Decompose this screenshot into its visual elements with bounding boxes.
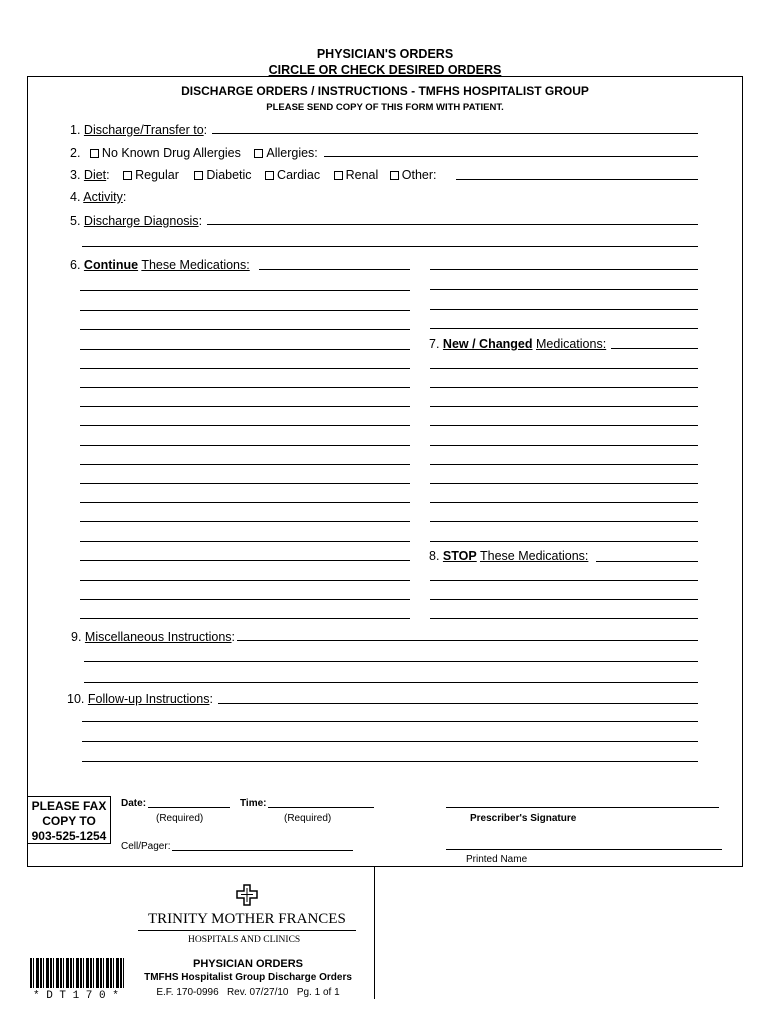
new-med-line[interactable] bbox=[430, 445, 698, 446]
item-8 bbox=[429, 549, 588, 563]
logo-rule bbox=[138, 930, 356, 931]
document-title: PHYSICIAN ORDERS bbox=[192, 958, 304, 970]
new-med-line[interactable] bbox=[430, 368, 698, 369]
new-med-line[interactable] bbox=[430, 502, 698, 503]
item-10-label: Follow-up Instructions bbox=[87, 692, 210, 706]
followup-line[interactable] bbox=[82, 741, 698, 742]
prescriber-signature-label: Prescriber's Signature bbox=[470, 813, 577, 824]
misc-instructions-line[interactable] bbox=[84, 661, 698, 662]
frame-right bbox=[742, 76, 743, 866]
printed-name-label: Printed Name bbox=[466, 854, 528, 865]
footer-divider bbox=[374, 866, 375, 999]
date-label: Date: bbox=[121, 798, 147, 809]
fax-line-1: PLEASE FAX bbox=[31, 799, 107, 813]
item-7-bold: New / Changed bbox=[442, 337, 533, 351]
continue-med-line[interactable] bbox=[80, 329, 410, 330]
item-8-label: These Medications: bbox=[479, 549, 589, 563]
new-med-line[interactable] bbox=[430, 483, 698, 484]
followup-line[interactable] bbox=[82, 761, 698, 762]
item-6-number: 6. bbox=[70, 258, 81, 272]
diet-regular-label: Regular bbox=[135, 168, 179, 182]
continue-med-line[interactable] bbox=[80, 387, 410, 388]
document-reference: E.F. 170-0996 Rev. 07/27/10 Pg. 1 of 1 bbox=[156, 987, 340, 998]
item-5-number: 5. bbox=[70, 214, 81, 228]
organization-name: TRINITY MOTHER FRANCES bbox=[148, 911, 346, 927]
stop-meds-field[interactable] bbox=[596, 561, 698, 562]
item-4-number: 4. bbox=[70, 190, 81, 204]
item-9-label: Miscellaneous Instructions bbox=[84, 630, 232, 644]
continue-med-line[interactable] bbox=[80, 368, 410, 369]
item-10-number: 10. bbox=[67, 692, 85, 706]
continue-med-line[interactable] bbox=[80, 349, 410, 350]
new-med-line[interactable] bbox=[430, 521, 698, 522]
diet-renal-checkbox[interactable] bbox=[334, 171, 343, 180]
document-subtitle: TMFHS Hospitalist Group Discharge Orders bbox=[144, 972, 352, 983]
item-7-label: Medications: bbox=[536, 337, 607, 351]
nkda-label: No Known Drug Allergies bbox=[101, 146, 241, 160]
item-2 bbox=[70, 146, 318, 160]
diagnosis-field[interactable] bbox=[207, 224, 698, 225]
item-6-bold: Continue bbox=[83, 258, 139, 272]
new-med-line[interactable] bbox=[430, 406, 698, 407]
date-required: (Required) bbox=[156, 813, 204, 824]
frame-top bbox=[27, 76, 743, 77]
item-4-label: Activity bbox=[83, 190, 123, 204]
item-7 bbox=[429, 337, 606, 351]
time-label: Time: bbox=[240, 798, 267, 809]
barcode-text: * D T 1 7 0 * bbox=[33, 990, 119, 1002]
item-1-label: Discharge/Transfer to bbox=[83, 123, 204, 137]
diet-diabetic-checkbox[interactable] bbox=[194, 171, 203, 180]
item-9-number: 9. bbox=[71, 630, 82, 644]
continue-med-line[interactable] bbox=[80, 310, 410, 311]
new-med-line[interactable] bbox=[430, 387, 698, 388]
stop-med-line[interactable] bbox=[430, 618, 698, 619]
form-subtitle-text: CIRCLE OR CHECK DESIRED ORDERS bbox=[268, 63, 502, 77]
fax-box bbox=[27, 796, 111, 844]
continue-med-line[interactable] bbox=[80, 445, 410, 446]
item-8-number: 8. bbox=[429, 549, 440, 563]
fax-number: 903-525-1254 bbox=[31, 829, 107, 843]
diet-cardiac-checkbox[interactable] bbox=[265, 171, 274, 180]
continue-med-line[interactable] bbox=[80, 425, 410, 426]
right-med-line[interactable] bbox=[430, 269, 698, 270]
diet-renal-label: Renal bbox=[345, 168, 379, 182]
diet-diabetic-label: Diabetic bbox=[206, 168, 252, 182]
new-med-line[interactable] bbox=[430, 425, 698, 426]
diet-cardiac-label: Cardiac bbox=[277, 168, 321, 182]
item-3-number: 3. bbox=[70, 168, 81, 182]
misc-instructions-line[interactable] bbox=[84, 682, 698, 683]
item-6-label: These Medications: bbox=[141, 258, 250, 272]
printed-name-field[interactable] bbox=[446, 849, 722, 850]
time-required: (Required) bbox=[284, 813, 332, 824]
new-med-line[interactable] bbox=[430, 541, 698, 542]
item-2-number: 2. bbox=[70, 146, 81, 160]
item-5-label: Discharge Diagnosis bbox=[83, 214, 199, 228]
stop-med-line[interactable] bbox=[430, 580, 698, 581]
right-med-line[interactable] bbox=[430, 328, 698, 329]
nkda-checkbox[interactable] bbox=[90, 149, 99, 158]
continue-med-line[interactable] bbox=[80, 599, 410, 600]
fax-line-2: COPY TO bbox=[42, 814, 96, 828]
continue-med-line[interactable] bbox=[80, 560, 410, 561]
form-subtitle bbox=[0, 63, 770, 77]
continue-med-line[interactable] bbox=[80, 464, 410, 465]
continue-meds-field[interactable] bbox=[259, 269, 410, 270]
continue-med-line[interactable] bbox=[80, 580, 410, 581]
new-meds-field[interactable] bbox=[611, 348, 698, 349]
item-5: 5. Discharge Diagnosis: bbox=[70, 214, 203, 228]
item-6 bbox=[70, 258, 250, 272]
item-1: 1. Discharge/Transfer to: bbox=[70, 123, 208, 137]
organization-subtitle: HOSPITALS AND CLINICS bbox=[188, 935, 301, 945]
item-10: 10. Follow-up Instructions: bbox=[67, 692, 213, 706]
diet-other-checkbox[interactable] bbox=[390, 171, 399, 180]
followup-field[interactable] bbox=[218, 703, 698, 704]
cell-pager-field[interactable] bbox=[172, 850, 353, 851]
item-7-number: 7. bbox=[429, 337, 440, 351]
form-title: PHYSICIAN'S ORDERS bbox=[316, 47, 454, 61]
right-med-line[interactable] bbox=[430, 309, 698, 310]
continue-med-line[interactable] bbox=[80, 502, 410, 503]
discharge-heading: DISCHARGE ORDERS / INSTRUCTIONS - TMFHS HOSPITALIST GROUP bbox=[181, 84, 589, 98]
right-med-line[interactable] bbox=[430, 289, 698, 290]
item-8-bold: STOP bbox=[442, 549, 477, 563]
cell-pager-label: Cell/Pager: bbox=[121, 841, 171, 852]
continue-med-line[interactable] bbox=[80, 290, 410, 291]
item-3-label: Diet bbox=[83, 168, 107, 182]
continue-med-line[interactable] bbox=[80, 521, 410, 522]
item-3: 3. Diet: Regular Diabetic Cardiac Renal Other: bbox=[70, 168, 437, 182]
continue-med-line[interactable] bbox=[80, 541, 410, 542]
stop-med-line[interactable] bbox=[430, 599, 698, 600]
signature-field[interactable] bbox=[446, 807, 719, 808]
followup-line[interactable] bbox=[82, 721, 698, 722]
date-field[interactable] bbox=[148, 807, 230, 808]
item-1-number: 1. bbox=[70, 123, 81, 137]
misc-instructions-field[interactable] bbox=[237, 640, 698, 641]
diagnosis-field-2[interactable] bbox=[82, 246, 698, 247]
time-field[interactable] bbox=[268, 807, 374, 808]
new-med-line[interactable] bbox=[430, 464, 698, 465]
item-9: 9. Miscellaneous Instructions: bbox=[71, 630, 236, 644]
cross-logo-icon bbox=[236, 884, 258, 906]
barcode bbox=[30, 958, 126, 988]
frame-bottom bbox=[27, 866, 743, 867]
diet-other-field[interactable] bbox=[456, 179, 698, 180]
diet-other-label: Other: bbox=[401, 168, 437, 182]
frame-left bbox=[27, 76, 28, 866]
allergies-checkbox[interactable] bbox=[254, 149, 263, 158]
continue-med-line[interactable] bbox=[80, 406, 410, 407]
allergies-label: Allergies: bbox=[266, 146, 318, 160]
diet-regular-checkbox[interactable] bbox=[123, 171, 132, 180]
discharge-to-field[interactable] bbox=[212, 133, 698, 134]
continue-med-line[interactable] bbox=[80, 483, 410, 484]
allergies-field[interactable] bbox=[324, 156, 698, 157]
item-4: 4. Activity: bbox=[70, 190, 127, 204]
copy-notice: PLEASE SEND COPY OF THIS FORM WITH PATIENT. bbox=[266, 102, 504, 113]
continue-med-line[interactable] bbox=[80, 618, 410, 619]
